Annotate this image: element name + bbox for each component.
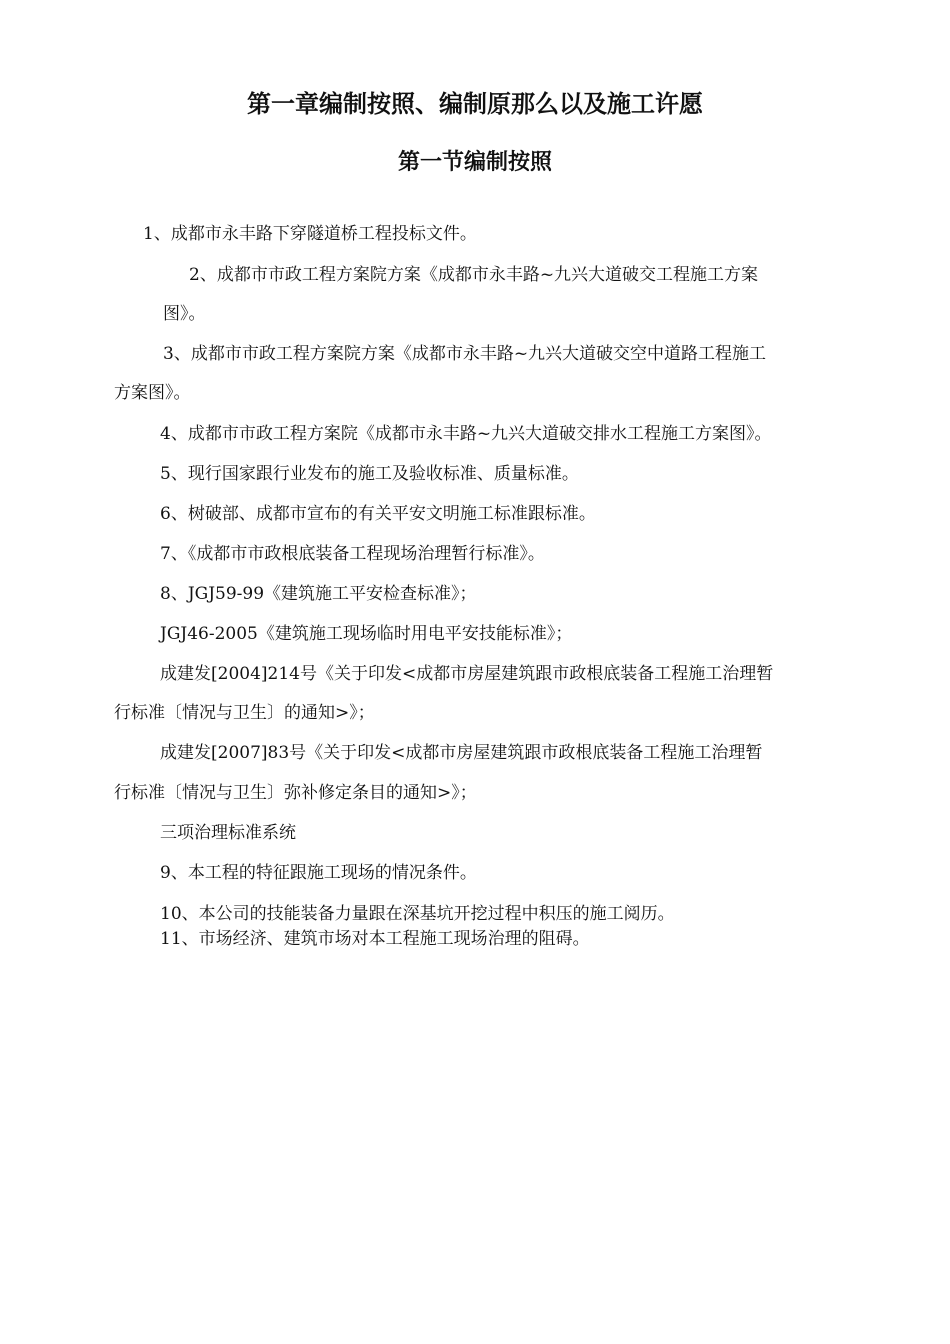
list-item-10: 10、本公司的技能装备力量跟在深基坑开挖过程中积压的施工阅历。 — [160, 904, 675, 924]
list-item-6: 6、树破部、成都市宣布的有关平安文明施工标准跟标准。 — [160, 504, 596, 524]
section-title: 第一节编制按照 — [397, 150, 552, 175]
list-item-8-sub-3-line-1: 成建发[2007]83号《关于印发<成都市房屋建筑跟市政根底装备工程施工治理暂 — [160, 743, 763, 763]
list-item-2-line-1: 2、成都市市政工程方案院方案《成都市永丰路~九兴大道破交工程施工方案 — [189, 265, 759, 285]
list-item-9: 9、本工程的特征跟施工现场的情况条件。 — [160, 863, 477, 883]
list-item-3-line-1: 3、成都市市政工程方案院方案《成都市永丰路~九兴大道破交空中道路工程施工 — [163, 344, 767, 364]
list-item-8-sub-3-line-2: 行标准〔情况与卫生〕弥补修定条目的通知>》； — [114, 783, 477, 803]
list-item-5: 5、现行国家跟行业发布的施工及验收标准、质量标准。 — [160, 464, 579, 484]
list-item-8-sub-4: 三项治理标准系统 — [160, 823, 296, 843]
list-item-1: 1、成都市永丰路下穿隧道桥工程投标文件。 — [143, 224, 477, 244]
list-item-11: 11、市场经济、建筑市场对本工程施工现场治理的阻碍。 — [160, 929, 590, 949]
list-item-2-line-2: 图》。 — [163, 304, 206, 324]
list-item-8-sub-2-line-1: 成建发[2004]214号《关于印发<成都市房屋建筑跟市政根底装备工程施工治理暂 — [160, 664, 774, 684]
list-item-4: 4、成都市市政工程方案院《成都市永丰路~九兴大道破交排水工程施工方案图》。 — [160, 424, 772, 444]
list-item-7: 7、《成都市市政根底装备工程现场治理暂行标准》。 — [160, 544, 545, 564]
list-item-8-sub-1: JGJ46-2005《建筑施工现场临时用电平安技能标准》； — [160, 624, 573, 644]
list-item-3-line-2: 方案图》。 — [114, 383, 191, 403]
list-item-8-sub-2-line-2: 行标准〔情况与卫生〕的通知>》； — [114, 703, 375, 723]
chapter-title: 第一章编制按照、编制原那么以及施工许愿 — [247, 90, 703, 118]
list-item-8: 8、JGJ59-99《建筑施工平安检查标准》； — [160, 584, 477, 604]
